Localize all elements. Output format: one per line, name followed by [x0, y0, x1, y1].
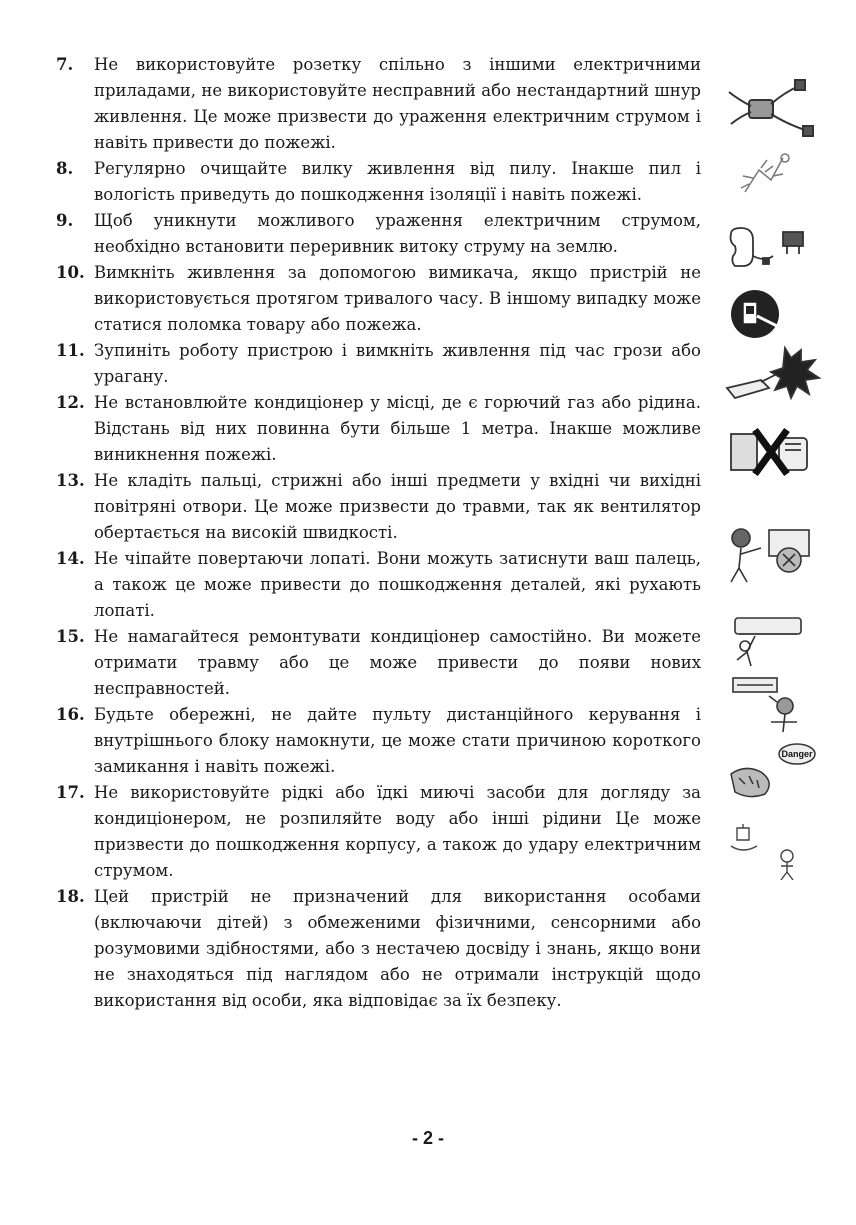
rotating-louver-icon — [725, 612, 815, 668]
shared-socket-icon — [725, 78, 815, 140]
list-item — [56, 260, 701, 338]
item-number: 10. — [56, 263, 85, 282]
item-text: Не використовуйте розетку спільно з іншими електричними приладами, не використовуйте несправний або нестандартний шнур живлення. Це може призвести до ураження електричним струмом і навіть привести до пожежі. — [94, 55, 701, 152]
list-item — [56, 702, 701, 780]
item-number: 18. — [56, 887, 85, 906]
item-text: Щоб уникнути можливого ураження електричним струмом, необхідно встановити переривник витоку струму на землю. — [94, 211, 701, 256]
item-number: 9. — [56, 211, 74, 230]
item-number: 13. — [56, 471, 85, 490]
list-item — [56, 52, 701, 156]
item-number: 17. — [56, 783, 85, 802]
item-text: Вимкніть живлення за допомогою вимикача, якщо пристрій не використовується протягом тривалого часу. В іншому випадку може статися поломка товару або пожежа. — [94, 263, 701, 334]
item-number: 12. — [56, 393, 85, 412]
item-text: Регулярно очищайте вилку живлення від пилу. Інакше пил і вологість приведуть до пошкодження ізоляції і навіть пожежі. — [94, 159, 701, 204]
fingers-in-vent-icon — [725, 524, 815, 584]
flammable-gas-prohibited-icon — [725, 424, 815, 480]
danger-label: Danger — [781, 749, 813, 759]
item-number: 15. — [56, 627, 85, 646]
item-text: Не встановлюйте кондиціонер у місці, де є горючий газ або рідина. Відстань від них повинна бути більше 1 метра. Інакше можливе виникнення пожежі. — [94, 393, 701, 464]
list-item — [56, 780, 701, 884]
list-item — [56, 468, 701, 546]
item-text: Не використовуйте рідкі або їдкі миючі засоби для догляду за кондиціонером, не розпиляйте воду або інші рідини Це може призвести до пошкодження корпусу, а також до удару електричним струмом. — [94, 783, 701, 880]
item-number: 7. — [56, 55, 74, 74]
item-text: Цей пристрій не призначений для використання особами (включаючи дітей) з обмеженими фізичними, сенсорними або розумовими здібностями, або з нестачею досвіду і знань, якщо вони не знаходяться під наглядом або не отримали інструкцій щодо використання від особи, яка відповідає за їх безпеку. — [94, 887, 701, 1010]
item-text: Не кладіть пальці, стрижні або інші предмети у вхідні чи вихідні повітряні отвори. Це може призвести до травми, так як вентилятор обертається на високій швидкості. — [94, 471, 701, 542]
item-text: Не намагайтеся ремонтувати кондиціонер самостійно. Ви можете отримати травму або це може привести до появи нових несправностей. — [94, 627, 701, 698]
item-text: Не чіпайте повертаючи лопаті. Вони можуть затиснути ваш палець, а також це може привести до пошкодження деталей, які рухають лопаті. — [94, 549, 701, 620]
item-text: Будьте обережні, не дайте пульту дистанційного керування і внутрішнього блоку намокнути, це може стати причиною короткого замикання і навіть пожежі. — [94, 705, 701, 776]
list-item — [56, 338, 701, 390]
item-number: 14. — [56, 549, 85, 568]
leakage-breaker-icon — [725, 226, 815, 276]
illustration-column — [725, 0, 835, 1225]
children-supervision-icon — [725, 820, 815, 880]
list-item — [56, 884, 701, 1014]
page-number: - 2 - — [411, 1128, 444, 1148]
item-number: 16. — [56, 705, 85, 724]
dusty-plug-icon — [725, 150, 815, 200]
item-number: 11. — [56, 341, 85, 360]
list-item — [56, 546, 701, 624]
safety-instructions-list — [56, 52, 701, 1014]
self-repair-prohibited-icon — [725, 672, 815, 736]
list-item — [56, 156, 701, 208]
list-item — [56, 208, 701, 260]
list-item — [56, 624, 701, 702]
power-switch-icon — [725, 288, 815, 340]
danger-warning-icon — [725, 738, 821, 802]
item-text: Зупиніть роботу пристрою і вимкніть живлення під час грози або урагану. — [94, 341, 701, 386]
item-number: 8. — [56, 159, 74, 178]
lightning-storm-icon — [725, 344, 825, 408]
list-item — [56, 390, 701, 468]
